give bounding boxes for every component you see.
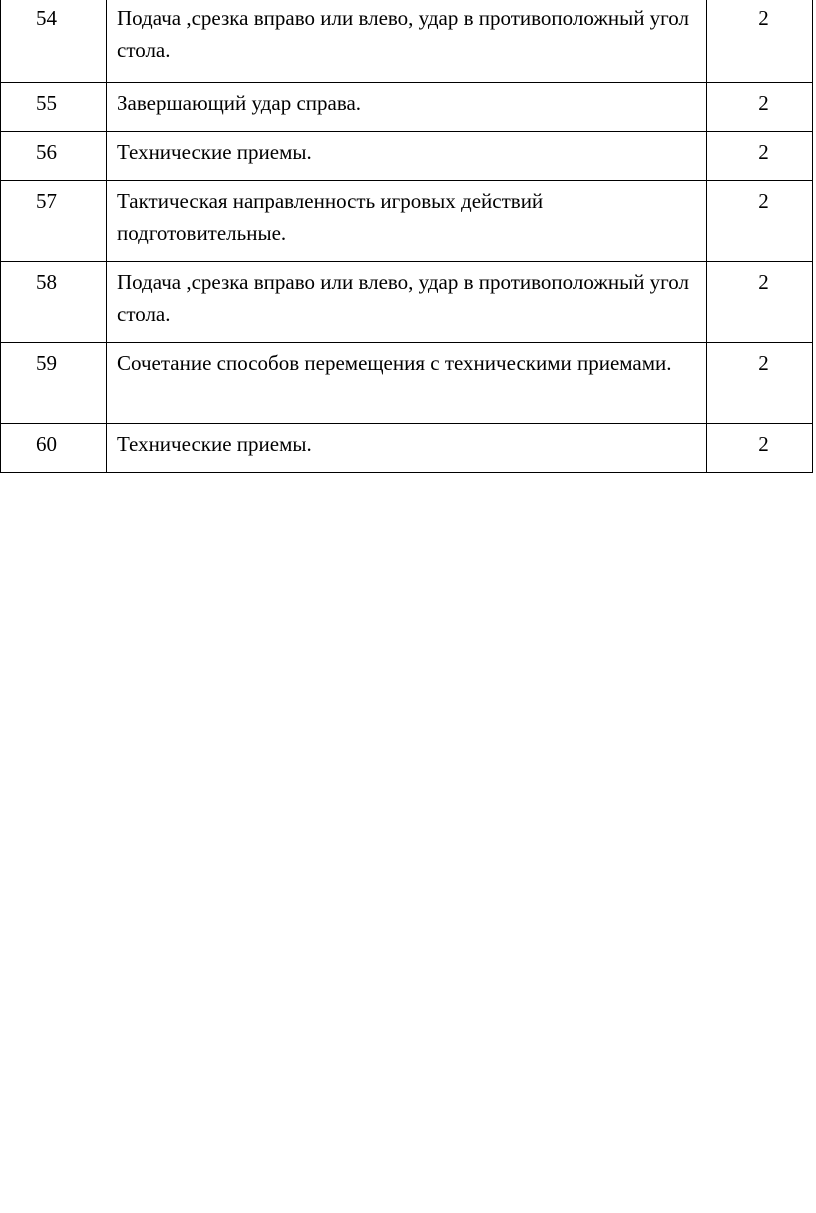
- topic-cell: [107, 423, 707, 472]
- hours-cell: [707, 423, 813, 472]
- row-number: 59: [36, 350, 57, 375]
- topic-cell: [107, 131, 707, 180]
- table-row: [1, 342, 813, 423]
- hours-cell: [707, 261, 813, 342]
- hours-value: 2: [758, 6, 769, 30]
- topic-cell: [107, 261, 707, 342]
- hours-value: 2: [758, 188, 769, 213]
- row-number-cell: [1, 180, 107, 261]
- table-row: [1, 0, 813, 82]
- row-number-cell: [1, 261, 107, 342]
- row-number: 60: [36, 431, 57, 456]
- hours-value: 2: [758, 139, 769, 164]
- table-row: [1, 261, 813, 342]
- hours-value: 2: [758, 269, 769, 294]
- row-number: 56: [36, 139, 57, 164]
- row-number: 54: [36, 6, 57, 30]
- row-number-cell: [1, 342, 107, 423]
- hours-cell: [707, 131, 813, 180]
- hours-value: 2: [758, 350, 769, 375]
- row-number-cell: [1, 131, 107, 180]
- topic-text: Технические приемы.: [117, 431, 312, 456]
- hours-cell: [707, 82, 813, 131]
- topic-cell: [107, 342, 707, 423]
- hours-value: 2: [758, 90, 769, 115]
- row-number-cell: [1, 82, 107, 131]
- hours-cell: [707, 180, 813, 261]
- topic-text: Завершающий удар справа.: [117, 90, 362, 115]
- topic-cell: [107, 180, 707, 261]
- hours-value: 2: [758, 431, 769, 456]
- topic-text: Подача ,срезка вправо или влево, удар в противоположный угол стола.: [117, 6, 689, 62]
- row-number: 55: [36, 90, 57, 115]
- hours-cell: [707, 0, 813, 82]
- hours-cell: [707, 342, 813, 423]
- topic-cell: [107, 82, 707, 131]
- table-row: [1, 180, 813, 261]
- topic-text: Технические приемы.: [117, 139, 312, 164]
- table-row: [1, 82, 813, 131]
- row-number: 57: [36, 188, 57, 213]
- table-row: [1, 131, 813, 180]
- row-number-cell: [1, 423, 107, 472]
- topic-text: Подача ,срезка вправо или влево, удар в противоположный угол стола.: [117, 269, 689, 326]
- topic-text: Сочетание способов перемещения с техническими приемами.: [117, 350, 672, 375]
- topic-text: Тактическая направленность игровых действий подготовительные.: [117, 188, 544, 245]
- row-number: 58: [36, 269, 57, 294]
- table-row: [1, 423, 813, 472]
- lesson-table: [0, 0, 813, 473]
- topic-cell: [107, 0, 707, 82]
- row-number-cell: [1, 0, 107, 82]
